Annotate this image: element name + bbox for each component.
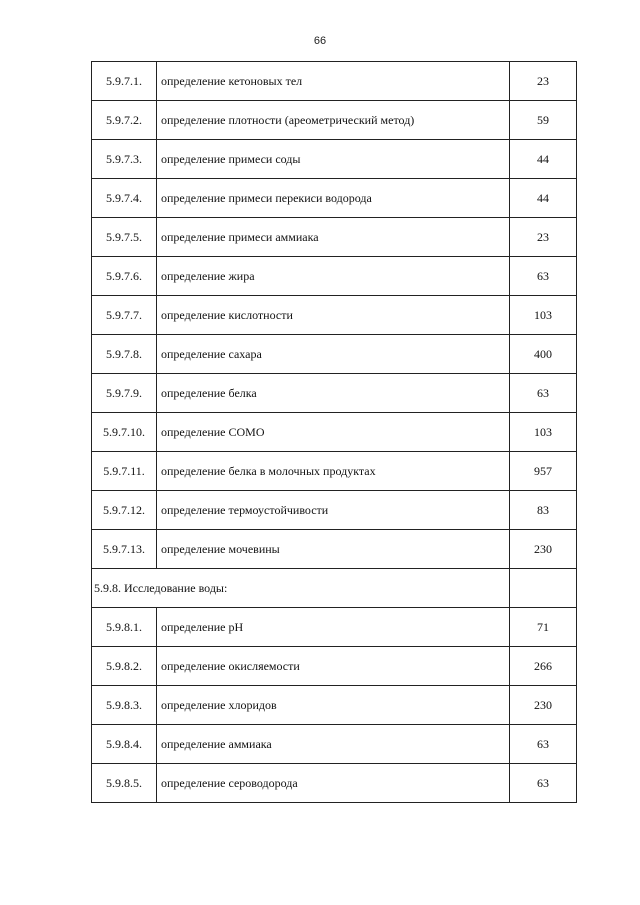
section-price-cell: [510, 569, 577, 608]
table-row: [92, 179, 577, 218]
service-code: 5.9.7.3.: [92, 140, 157, 179]
service-code: 5.9.7.4.: [92, 179, 157, 218]
service-price: 23: [510, 218, 577, 257]
service-name: определение кетоновых тел: [157, 62, 510, 101]
service-code: 5.9.8.3.: [92, 686, 157, 725]
service-name: определение жира: [157, 257, 510, 296]
service-name: определение сероводорода: [157, 764, 510, 803]
service-price: 59: [510, 101, 577, 140]
service-price: 83: [510, 491, 577, 530]
section-row: [92, 569, 577, 608]
service-name: определение СОМО: [157, 413, 510, 452]
service-code: 5.9.8.5.: [92, 764, 157, 803]
table-row: [92, 296, 577, 335]
service-code: 5.9.7.7.: [92, 296, 157, 335]
service-code: 5.9.7.2.: [92, 101, 157, 140]
service-name: определение pH: [157, 608, 510, 647]
table-body: [92, 62, 577, 803]
service-code: 5.9.8.4.: [92, 725, 157, 764]
service-name: определение сахара: [157, 335, 510, 374]
table-row: [92, 140, 577, 179]
price-table: [91, 61, 577, 803]
table-row: [92, 374, 577, 413]
table-row: [92, 452, 577, 491]
service-price: 44: [510, 140, 577, 179]
page-number: 66: [313, 35, 327, 47]
service-price: 266: [510, 647, 577, 686]
service-price: 103: [510, 413, 577, 452]
service-price: 957: [510, 452, 577, 491]
service-name: определение примеси соды: [157, 140, 510, 179]
service-code: 5.9.7.8.: [92, 335, 157, 374]
service-code: 5.9.8.2.: [92, 647, 157, 686]
service-code: 5.9.7.11.: [92, 452, 157, 491]
service-name: определение белка в молочных продуктах: [157, 452, 510, 491]
table-row: [92, 530, 577, 569]
section-title: 5.9.8. Исследование воды:: [92, 569, 510, 608]
service-name: определение окисляемости: [157, 647, 510, 686]
service-code: 5.9.8.1.: [92, 608, 157, 647]
service-price: 400: [510, 335, 577, 374]
table-row: [92, 335, 577, 374]
service-code: 5.9.7.13.: [92, 530, 157, 569]
service-code: 5.9.7.12.: [92, 491, 157, 530]
table-row: [92, 647, 577, 686]
service-price: 230: [510, 530, 577, 569]
service-code: 5.9.7.5.: [92, 218, 157, 257]
service-code: 5.9.7.9.: [92, 374, 157, 413]
table-row: [92, 686, 577, 725]
service-name: определение аммиака: [157, 725, 510, 764]
service-name: определение плотности (ареометрический метод): [157, 101, 510, 140]
table-row: [92, 491, 577, 530]
service-price: 63: [510, 374, 577, 413]
service-code: 5.9.7.6.: [92, 257, 157, 296]
table-row: [92, 101, 577, 140]
service-name: определение термоустойчивости: [157, 491, 510, 530]
table-row: [92, 608, 577, 647]
service-name: определение хлоридов: [157, 686, 510, 725]
service-price: 230: [510, 686, 577, 725]
service-price: 63: [510, 257, 577, 296]
service-name: определение мочевины: [157, 530, 510, 569]
service-price: 44: [510, 179, 577, 218]
service-name: определение примеси аммиака: [157, 218, 510, 257]
service-price: 23: [510, 62, 577, 101]
table-row: [92, 62, 577, 101]
service-name: определение белка: [157, 374, 510, 413]
service-name: определение примеси перекиси водорода: [157, 179, 510, 218]
table-row: [92, 257, 577, 296]
service-code: 5.9.7.10.: [92, 413, 157, 452]
table-row: [92, 725, 577, 764]
table-row: [92, 218, 577, 257]
service-price: 71: [510, 608, 577, 647]
service-price: 63: [510, 764, 577, 803]
service-code: 5.9.7.1.: [92, 62, 157, 101]
service-name: определение кислотности: [157, 296, 510, 335]
service-price: 63: [510, 725, 577, 764]
service-price: 103: [510, 296, 577, 335]
table-row: [92, 764, 577, 803]
table-row: [92, 413, 577, 452]
